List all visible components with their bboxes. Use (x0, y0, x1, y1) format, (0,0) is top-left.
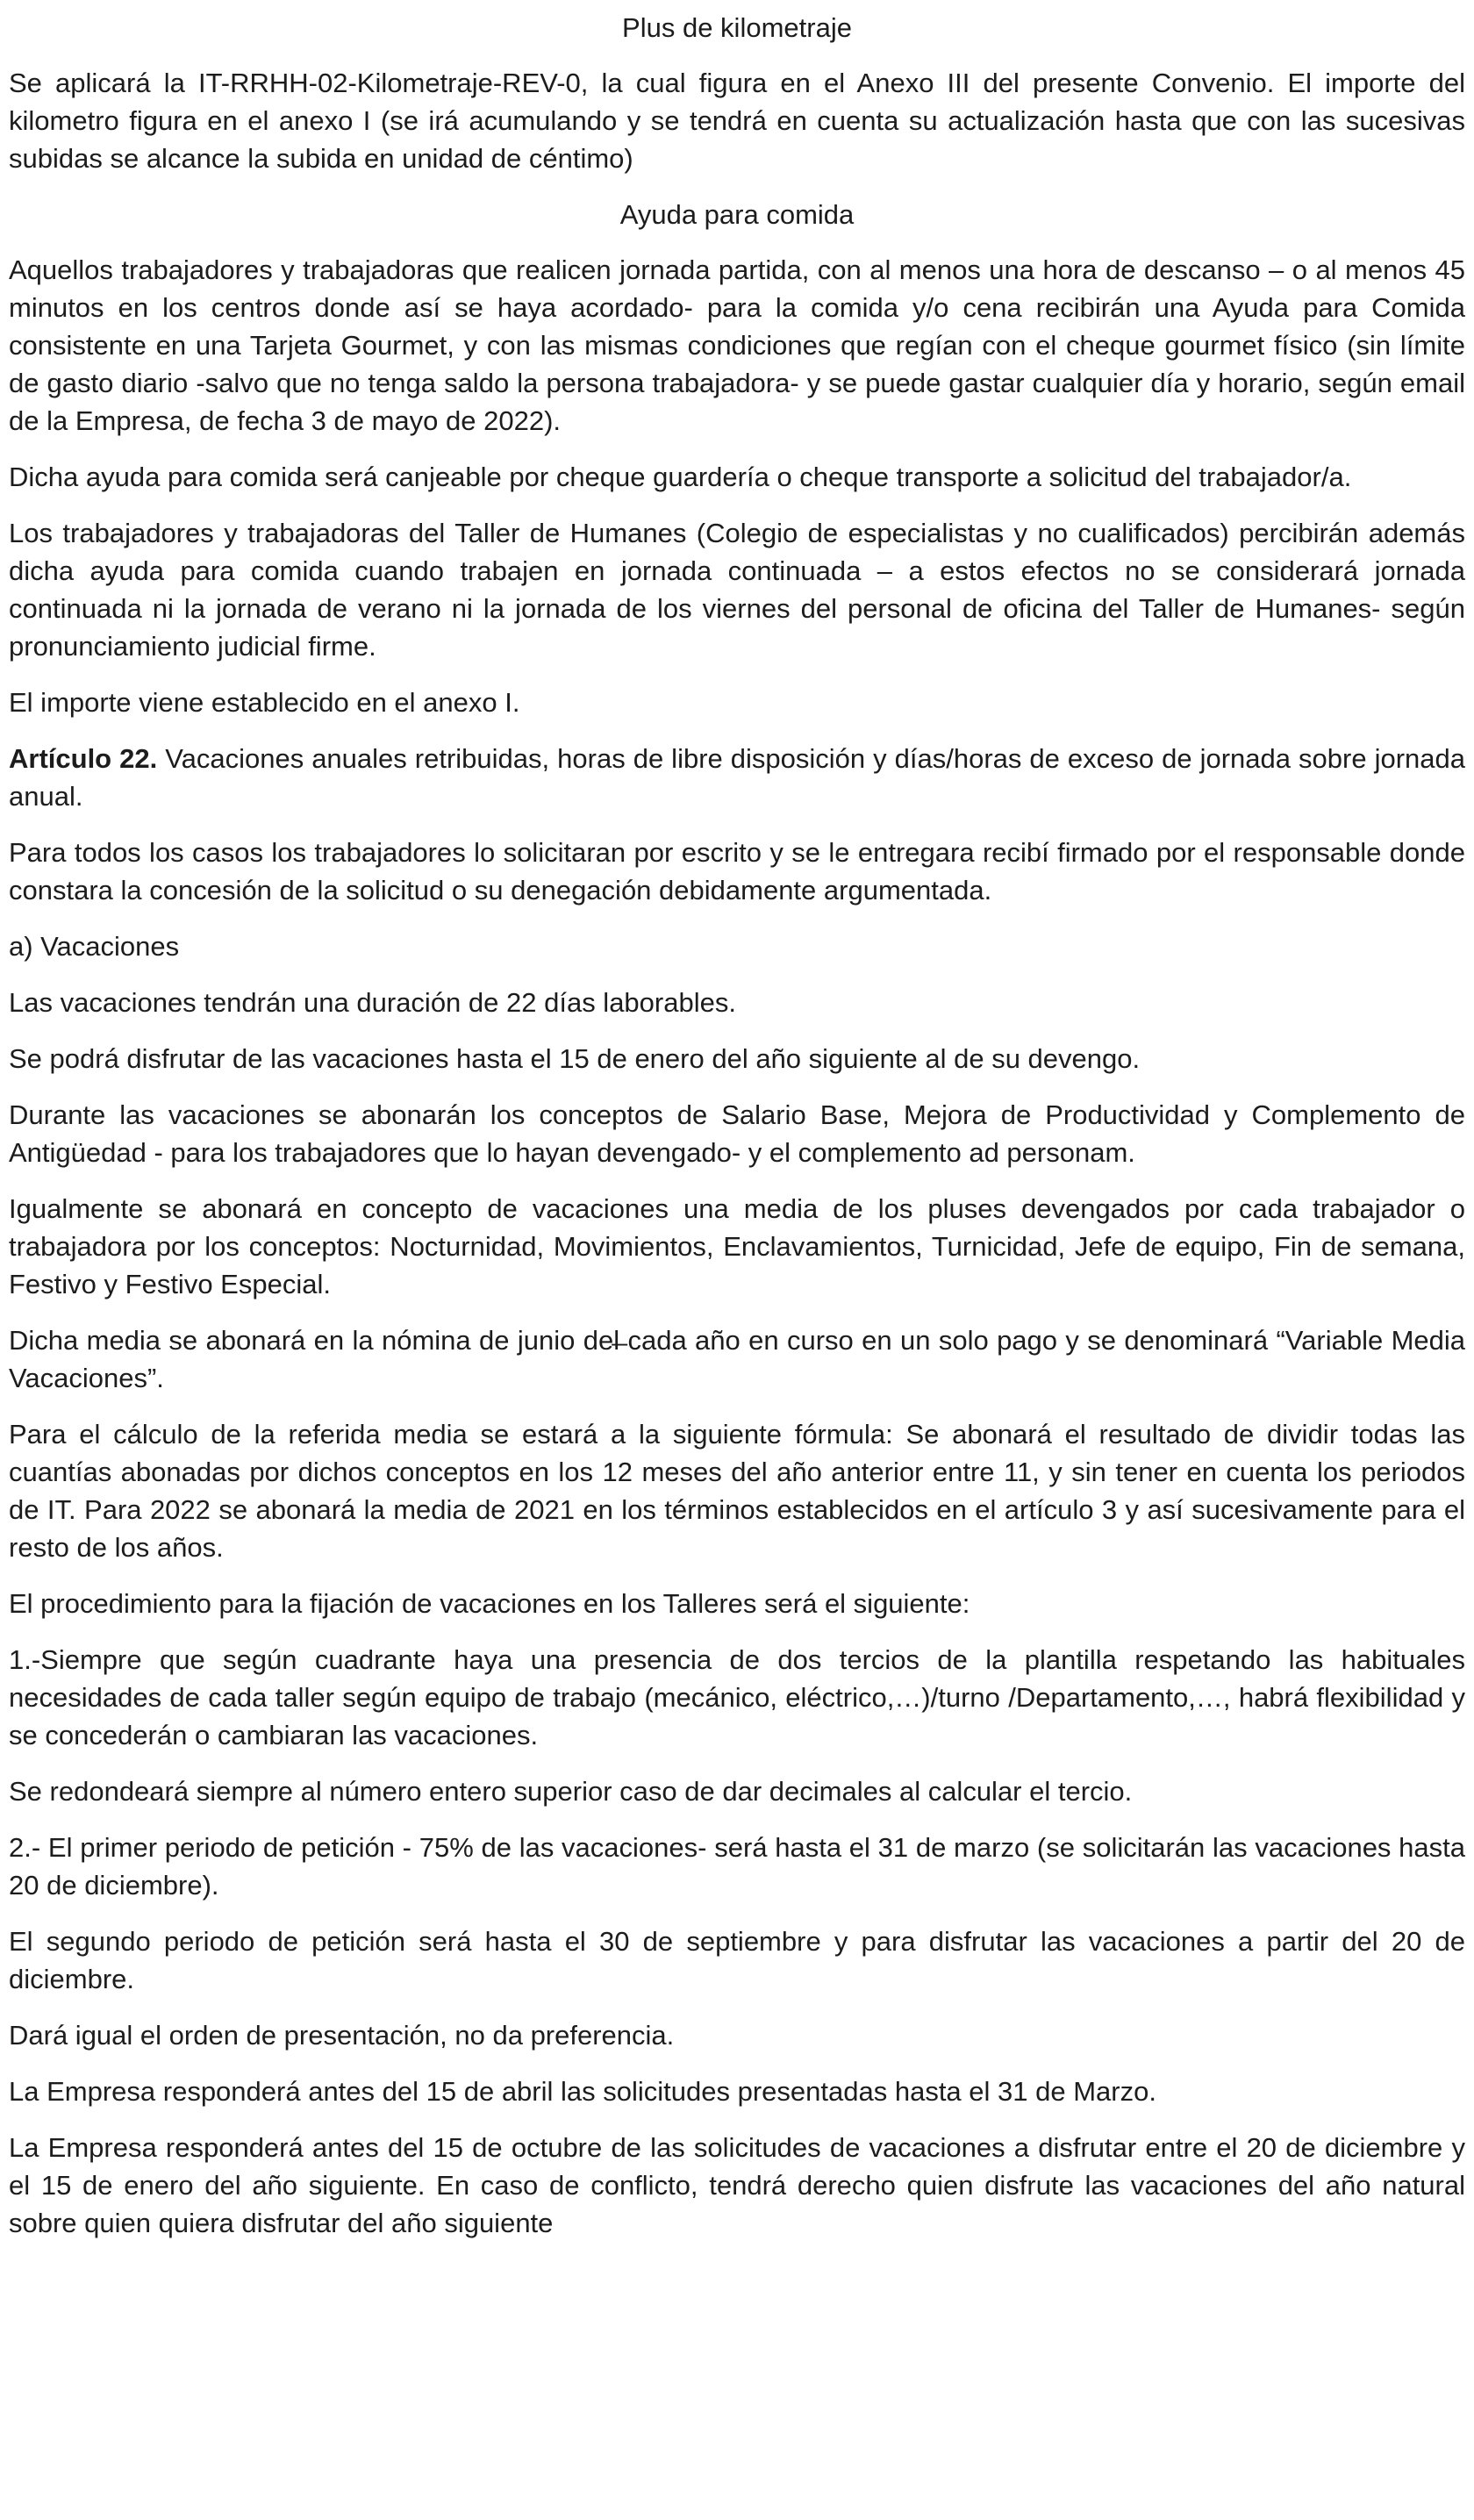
paragraph-orden-presentacion: Dará igual el orden de presentación, no da preferencia. (9, 2020, 675, 2051)
paragraph-respuesta-15-abril: La Empresa responderá antes del 15 de abril las solicitudes presentadas hasta el 31 de Marzo. (9, 2076, 1156, 2107)
paragraph-respuesta-15-octubre: La Empresa responderá antes del 15 de octubre de las solicitudes de vacaciones a disfrutar entre el 20 de diciembre y el 15 de enero del año siguiente. En caso de conflicto, tendrá derecho quien disfrute las vacaciones del año natural sobre quien quiera disfrutar del año siguiente (9, 2132, 1465, 2238)
paragraph-redondeo-tercio: Se redondeará siempre al número entero superior caso de dar decimales al calcular el tercio. (9, 1776, 1133, 1807)
paragraph-taller-humanes: Los trabajadores y trabajadoras del Taller de Humanes (Colegio de especialistas y no cualificados) percibirán además dicha ayuda para comida cuando trabajen en jornada continuada – a estos efectos no se considerará jornada continuada ni la jornada de verano ni la jornada de los viernes del personal de oficina del Taller de Humanes- según pronunciamiento judicial firme. (9, 518, 1465, 662)
paragraph-formula-calculo: Para el cálculo de la referida media se estará a la siguiente fórmula: Se abonará el resultado de dividir todas las cuantías abonadas por dichos conceptos en los 12 meses del año anterior entre 11, y sin tener en cuenta los periodos de IT. Para 2022 se abonará la media de 2021 en los términos establecidos en el artículo 3 y así sucesivamente para el resto de los años. (9, 1419, 1465, 1563)
paragraph-punto-2-primer-periodo: 2.- El primer periodo de petición - 75% de las vacaciones- será hasta el 31 de marzo (se solicitarán las vacaciones hasta 20 de diciembre). (9, 1832, 1465, 1901)
paragraph-media-pluses: Igualmente se abonará en concepto de vacaciones una media de los pluses devengados por cada trabajador o trabajadora por los conceptos: Nocturnidad, Movimientos, Enclavamientos, Turnicidad, Jefe de equipo, Fin de semana, Festivo y Festivo Especial. (9, 1193, 1465, 1299)
paragraph-disfrute-hasta-enero: Se podrá disfrutar de las vacaciones hasta el 15 de enero del año siguiente al de su devengo. (9, 1043, 1141, 1074)
article-title: Vacaciones anuales retribuidas, horas de libre disposición y días/horas de exceso de jornada sobre jornada anual. (9, 743, 1465, 812)
paragraph-importe-anexo: El importe viene establecido en el anexo I. (9, 687, 520, 718)
paragraph-segundo-periodo: El segundo periodo de petición será hasta el 30 de septiembre y para disfrutar las vacaciones a partir del 20 de diciembre. (9, 1926, 1465, 1994)
paragraph-ayuda-comida-1: Aquellos trabajadores y trabajadoras que realicen jornada partida, con al menos una hora de descanso – o al menos 45 minutos en los centros donde así se haya acordado- para la comida y/o cena recibirán una Ayuda para Comida consistente en una Tarjeta Gourmet, y con las mismas condiciones que regían con el cheque gourmet físico (sin límite de gasto diario -salvo que no tenga saldo la persona trabajadora- y se puede gastar cualquier día y horario, según email de la Empresa, de fecha 3 de mayo de 2022). (9, 254, 1465, 436)
paragraph-articulo-22 (9, 740, 1465, 815)
paragraph-solicitud-escrito: Para todos los casos los trabajadores lo solicitaran por escrito y se le entregara recibí firmado por el responsable donde constara la concesión de la solicitud o su denegación debidamente argumentada. (9, 837, 1465, 906)
section-heading-ayuda-comida: Ayuda para comida (619, 199, 855, 230)
paragraph-a-vacaciones: a) Vacaciones (9, 931, 180, 962)
article-number: Artículo 22. (9, 743, 158, 774)
paragraph-variable-media-vacaciones: Dicha media se abonará en la nómina de junio del̶ cada año en curso en un solo pago y se denominará “Variable Media Vacaciones”. (9, 1325, 1465, 1393)
paragraph-conceptos-abonados: Durante las vacaciones se abonarán los conceptos de Salario Base, Mejora de Productividad y Complemento de Antigüedad - para los trabajadores que lo hayan devengado- y el complemento ad personam. (9, 1099, 1465, 1168)
paragraph-procedimiento-talleres: El procedimiento para la fijación de vacaciones en los Talleres será el siguiente: (9, 1588, 970, 1619)
paragraph-duracion-vacaciones: Las vacaciones tendrán una duración de 22 días laborables. (9, 987, 736, 1018)
paragraph-punto-1-cuadrante: 1.-Siempre que según cuadrante haya una presencia de dos tercios de la plantilla respetando las habituales necesidades de cada taller según equipo de trabajo (mecánico, eléctrico,…)/turno /Departamento,…, habrá flexibilidad y se concederán o cambiaran las vacaciones. (9, 1644, 1465, 1750)
paragraph-kilometraje: Se aplicará la IT-RRHH-02-Kilometraje-REV-0, la cual figura en el Anexo III del presente Convenio. El importe del kilometro figura en el anexo I (se irá acumulando y se tendrá en cuenta su actualización hasta que con las sucesivas subidas se alcance la subida en unidad de céntimo) (9, 68, 1465, 174)
paragraph-ayuda-comida-2: Dicha ayuda para comida será canjeable por cheque guardería o cheque transporte a solicitud del trabajador/a. (9, 462, 1352, 492)
section-heading-plus-kilometraje: Plus de kilometraje (622, 12, 852, 43)
